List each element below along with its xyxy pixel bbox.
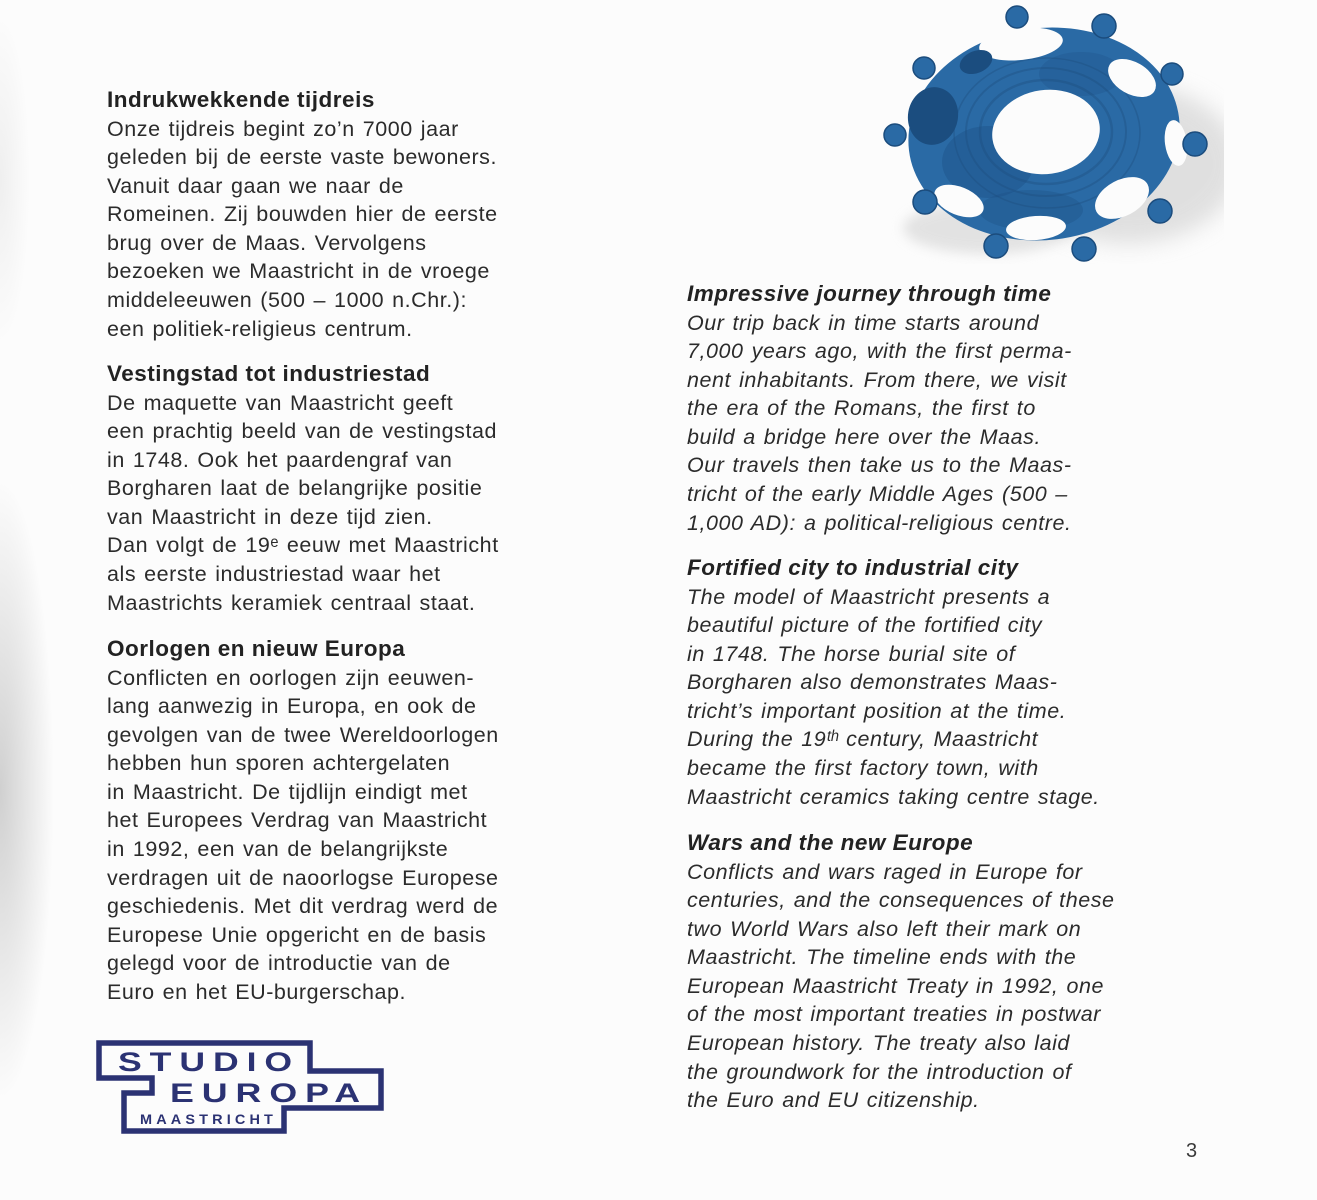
text-line: Maastricht ceramics taking centre stage.	[687, 784, 1100, 809]
section-en-impressive-journey	[687, 280, 1262, 537]
text-line: Conflicts and wars raged in Europe for	[687, 859, 1083, 884]
section-en-fortified-city	[687, 554, 1262, 811]
text-line: Borgharen laat de belangrijke positie	[107, 476, 483, 501]
text-line: middeleeuwen (500 – 1000 n.Chr.):	[107, 288, 468, 313]
section-heading: Fortified city to industrial city	[687, 555, 1019, 580]
text-line: Conflicten en oorlogen zijn eeuwen-	[107, 665, 475, 690]
section-body	[107, 389, 682, 618]
text-line: European Maastricht Treaty in 1992, one	[687, 973, 1104, 998]
text-line: in 1992, een van de belangrijkste	[107, 837, 449, 862]
text-line: Our travels then take us to the Maas-	[687, 453, 1072, 478]
section-body	[687, 309, 1262, 538]
text-line: bezoeken we Maastricht in de vroege	[107, 259, 490, 284]
text-line: Maastricht. The timeline ends with the	[687, 945, 1077, 970]
text-line: in 1748. Ook het paardengraf van	[107, 447, 453, 472]
text-line: gevolgen van de twee Wereldoorlogen	[107, 722, 499, 747]
text-line: Onze tijdreis begint zo’n 7000 jaar	[107, 116, 459, 141]
section-heading: Indrukwekkende tijdreis	[107, 87, 375, 112]
text-line: in Maastricht. De tijdlijn eindigt met	[107, 779, 468, 804]
text-line: During the 19ᵗʰ century, Maastricht	[687, 727, 1039, 752]
text-line: The model of Maastricht presents a	[687, 584, 1051, 609]
text-line: Vanuit daar gaan we naar de	[107, 173, 404, 198]
section-body	[107, 664, 682, 1007]
text-line: het Europees Verdrag van Maastricht	[107, 808, 488, 833]
text-line: 7,000 years ago, with the first perma-	[687, 339, 1072, 364]
text-line: als eerste industriestad waar het	[107, 562, 441, 587]
section-en-wars-new-europe	[687, 829, 1262, 1115]
text-line: De maquette van Maastricht geeft	[107, 390, 454, 415]
text-line: tricht of the early Middle Ages (500 –	[687, 482, 1068, 507]
text-line: een politiek-religieus centrum.	[107, 316, 413, 341]
text-line: the Euro and EU citizenship.	[687, 1088, 980, 1113]
text-line: Dan volgt de 19ᵉ eeuw met Maastricht	[107, 533, 499, 558]
text-line: tricht’s important position at the time.	[687, 698, 1067, 723]
text-line: 1,000 AD): a political-religious centre.	[687, 510, 1072, 535]
section-heading: Oorlogen en nieuw Europa	[107, 636, 406, 661]
section-body	[687, 583, 1262, 812]
text-line: hebben hun sporen achtergelaten	[107, 751, 451, 776]
text-line: een prachtig beeld van de vestingstad	[107, 419, 498, 444]
page-gutter-shadow	[0, 0, 70, 1200]
text-line: Europese Unie opgericht en de basis	[107, 922, 487, 947]
text-line: in 1748. The horse burial site of	[687, 641, 1016, 666]
section-nl-oorlogen	[107, 635, 682, 1007]
text-line: geleden bij de eerste vaste bewoners.	[107, 145, 498, 170]
text-line: van Maastricht in deze tijd zien.	[107, 504, 433, 529]
text-line: Euro en het EU-burgerschap.	[107, 980, 407, 1005]
section-nl-indrukwekkende-tijdreis	[107, 86, 682, 343]
text-line: verdragen uit de naoorlogse Europese	[107, 865, 499, 890]
text-line: build a bridge here over the Maas.	[687, 424, 1041, 449]
text-line: brug over de Maas. Vervolgens	[107, 230, 427, 255]
text-line: became the first factory town, with	[687, 756, 1039, 781]
text-line: the era of the Romans, the first to	[687, 396, 1036, 421]
text-line: Romeinen. Zij bouwden hier de eerste	[107, 202, 498, 227]
text-line: Our trip back in time starts around	[687, 310, 1040, 335]
text-line: nent inhabitants. From there, we visit	[687, 367, 1067, 392]
text-line: geschiedenis. Met dit verdrag werd de	[107, 894, 499, 919]
text-line: lang aanwezig in Europa, en ook de	[107, 694, 477, 719]
section-heading: Impressive journey through time	[687, 281, 1052, 306]
page-number: 3	[1186, 1140, 1198, 1162]
section-heading: Wars and the new Europe	[687, 830, 974, 855]
text-line: two World Wars also left their mark on	[687, 916, 1082, 941]
text-line: Borgharen also demonstrates Maas-	[687, 670, 1058, 695]
text-line: centuries, and the consequences of these	[687, 888, 1115, 913]
roman-dodecahedron-image	[876, 2, 1224, 264]
text-line: gelegd voor de introductie van de	[107, 951, 451, 976]
text-line: European history. The treaty also laid	[687, 1031, 1070, 1056]
text-line: the groundwork for the introduction of	[687, 1059, 1072, 1084]
text-line: of the most important treaties in postwar	[687, 1002, 1101, 1027]
logo-text-maastricht: MAASTRICHT	[140, 1111, 277, 1127]
section-nl-vestingstad	[107, 360, 682, 617]
logo-text-europa: EUROPA	[170, 1078, 368, 1108]
text-line: Maastrichts keramiek centraal staat.	[107, 590, 476, 615]
section-body	[107, 115, 682, 344]
section-body	[687, 858, 1262, 1115]
studio-europa-maastricht-logo	[96, 1040, 388, 1138]
logo-text-studio: STUDIO	[118, 1047, 300, 1077]
text-line: beautiful picture of the fortified city	[687, 613, 1043, 638]
section-heading: Vestingstad tot industriestad	[107, 361, 431, 386]
